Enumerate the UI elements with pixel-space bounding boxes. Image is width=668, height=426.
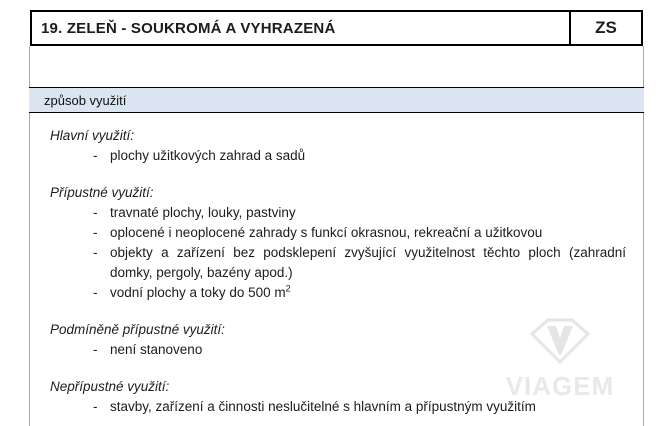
bullet-dash: - [93,148,98,163]
section-heading: Hlavní využití: [50,128,135,143]
list-item-text: objekty a zařízení bez podsklepení zvyšující využitelnost těchto ploch (zahradní domky, pergoly, bazény apod.) [110,245,626,280]
page-title: 19. ZELEŇ - SOUKROMÁ A VYHRAZENÁ [41,19,336,37]
bullet-dash: - [93,205,98,220]
section-heading: Nepřípustné využití: [50,379,170,394]
bullet-dash: - [93,245,98,260]
usage-band-header: způsob využití [29,87,644,113]
list-item [50,397,626,417]
list-item-text: stavby, zařízení a činnosti neslučitelné s hlavním a přípustným využitím [110,399,536,414]
superscript: 2 [285,283,291,294]
section-impermissible-use [50,377,626,417]
regulation-text [50,126,626,426]
section-header-table [30,10,643,46]
list-item [50,146,626,166]
list-item-text: plochy užitkových zahrad a sadů [110,148,306,163]
section-main-use [50,126,626,166]
list-item-text: travnaté plochy, louky, pastviny [110,205,296,220]
section-heading: Podmíněně přípustné využití: [50,322,225,337]
watermark-brand-text: VIAGEM [505,371,615,401]
list-item [50,203,626,223]
section-heading: Přípustné využití: [50,185,154,200]
section-permitted-use [50,183,626,303]
list-item [50,340,626,360]
bullet-dash: - [93,342,98,357]
bullet-dash: - [93,225,98,240]
bullet-dash: - [93,399,98,414]
list-item [50,283,626,303]
list-item [50,223,626,243]
bullet-dash: - [93,285,98,300]
zone-code-badge: ZS [569,12,641,44]
list-item-text: vodní plochy a toky do 500 m [110,285,286,300]
section-conditionally-permitted-use [50,320,626,360]
list-item [50,243,626,283]
list-item-text: oplocené i neoplocené zahrady s funkcí okrasnou, rekreační a užitkovou [110,225,543,240]
list-item-text: není stanoveno [110,342,203,357]
